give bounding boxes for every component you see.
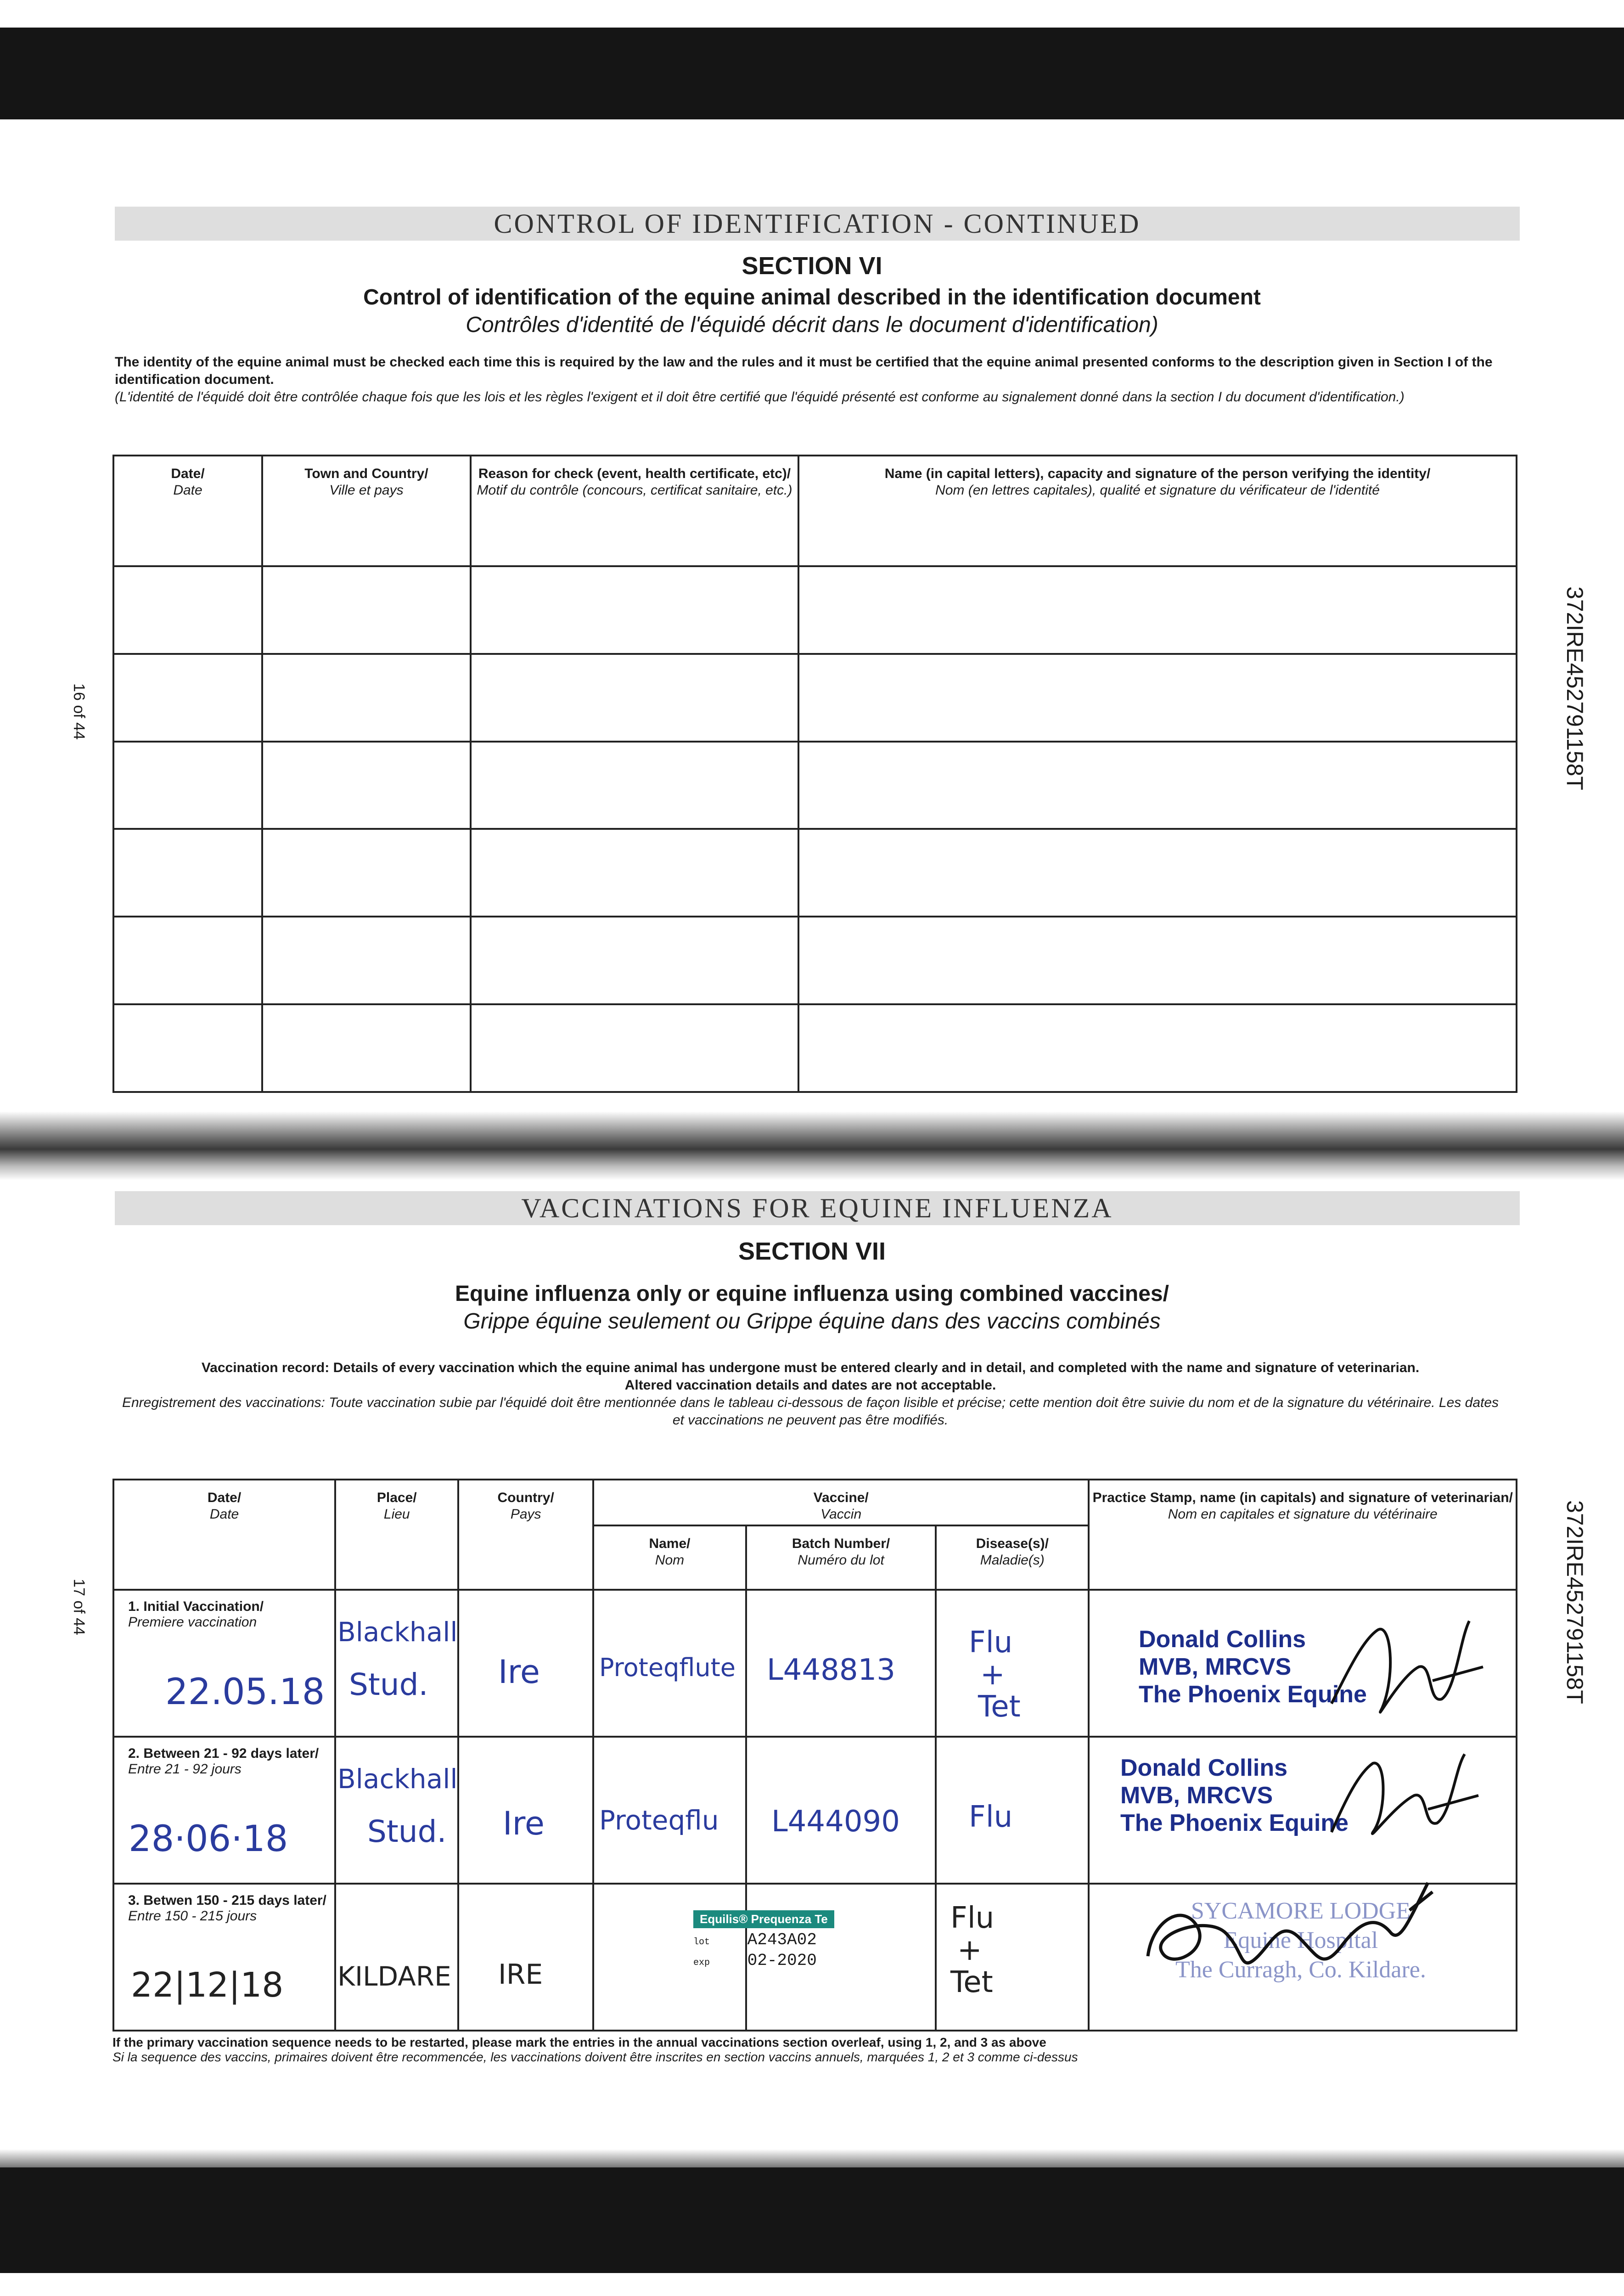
vcol-vaccine-en: Vaccine/ bbox=[813, 1490, 869, 1505]
scan-bottom-shadow bbox=[0, 2149, 1624, 2167]
vcol-date-fr: Date bbox=[209, 1507, 239, 1522]
row2-stamp-name: Donald Collins bbox=[1120, 1755, 1287, 1781]
section6-heading-en: Control of identification of the equine animal described in the identification document bbox=[363, 285, 1261, 310]
section6-banner-text: CONTROL OF IDENTIFICATION - CONTINUED bbox=[494, 208, 1141, 239]
row2-signature bbox=[1322, 1745, 1488, 1846]
vcol-disease bbox=[936, 1525, 1089, 1590]
table-row bbox=[113, 1004, 1517, 1092]
col-reason bbox=[471, 456, 798, 566]
col-town bbox=[262, 456, 471, 566]
vcol-country-en: Country/ bbox=[497, 1490, 554, 1505]
row1-vaccine-name: Proteqflute bbox=[599, 1653, 736, 1682]
vcol-stamp bbox=[1089, 1480, 1517, 1590]
table-row bbox=[113, 566, 1517, 654]
vcol-place bbox=[335, 1480, 458, 1590]
vcol-batch-en: Batch Number/ bbox=[792, 1536, 890, 1551]
row1-place-line1: Blackhall bbox=[337, 1616, 458, 1648]
col-verifier bbox=[798, 456, 1517, 566]
sticker-exp-label: exp bbox=[693, 1958, 710, 1968]
col-date bbox=[113, 456, 262, 566]
vcol-batch bbox=[746, 1525, 936, 1590]
section7-banner-text: VACCINATIONS FOR EQUINE INFLUENZA bbox=[521, 1193, 1113, 1223]
vaccine-sticker-brand: Equilis® Prequenza Te bbox=[693, 1910, 834, 1928]
section7-title: SECTION VII bbox=[738, 1238, 886, 1265]
section6-note-fr: (L'identité de l'équidé doit être contrôlée chaque fois que les lois et les règles l'exigent et il doit être certifié que l'équidé présenté est conforme au signalement donné dans la section I du document d'identification.) bbox=[115, 389, 1405, 405]
row2-label-en: 2. Between 21 - 92 days later/ bbox=[128, 1746, 319, 1761]
vcol-name-en: Name/ bbox=[649, 1536, 691, 1551]
row2-label-fr: Entre 21 - 92 jours bbox=[128, 1761, 242, 1777]
table-row bbox=[113, 742, 1517, 829]
row3-stamp-line1: SYCAMORE LODGE bbox=[1191, 1898, 1410, 1924]
section7-heading-fr: Grippe équine seulement ou Grippe équine dans des vaccins combinés bbox=[463, 1309, 1161, 1334]
table-row bbox=[113, 829, 1517, 917]
vcol-date-en: Date/ bbox=[207, 1490, 242, 1505]
row3-label-fr: Entre 150 - 215 jours bbox=[128, 1908, 257, 1924]
row1-stamp-quals: MVB, MRCVS bbox=[1139, 1654, 1292, 1680]
section6-title: SECTION VI bbox=[742, 252, 882, 280]
vcol-name bbox=[593, 1525, 746, 1590]
row1-disease-3: Tet bbox=[978, 1690, 1021, 1724]
col-verifier-fr: Nom (en lettres capitales), qualité et signature du vérificateur de l'identité bbox=[935, 483, 1380, 498]
row1-label-en: 1. Initial Vaccination/ bbox=[128, 1599, 264, 1614]
row1-disease-2: + bbox=[980, 1658, 1005, 1692]
vcol-place-fr: Lieu bbox=[383, 1507, 410, 1522]
section6-banner bbox=[115, 207, 1520, 241]
table-row bbox=[113, 917, 1517, 1004]
row1-stamp-name: Donald Collins bbox=[1139, 1626, 1306, 1653]
section7-banner bbox=[115, 1191, 1520, 1225]
footnote bbox=[112, 2035, 1517, 2065]
vcol-vaccine bbox=[593, 1480, 1089, 1525]
row2-stamp-quals: MVB, MRCVS bbox=[1120, 1782, 1273, 1809]
row1-stamp-practice: The Phoenix Equine bbox=[1139, 1681, 1367, 1708]
row3-date: 22|12|18 bbox=[131, 1965, 284, 2005]
section7-note-fr: Enregistrement des vaccinations: Toute vaccination subie par l'équidé doit être mentionnée dans le tableau ci-dessous de façon lisible et précise; cette mention doit être suivie du nom et de la signature du vétérinaire. Les dates et vaccinations ne peuvent pas être modifiés. bbox=[122, 1395, 1499, 1428]
row3-stamp-line2: Equine Hospital bbox=[1223, 1927, 1378, 1953]
vaccine-sticker bbox=[693, 1931, 817, 1972]
row3-signature bbox=[1134, 1864, 1455, 2002]
vcol-disease-fr: Maladie(s) bbox=[980, 1553, 1045, 1568]
section6-note-en: The identity of the equine animal must be checked each time this is required by the law and the rules and it must be certified that the equine animal presented conforms to the description given in Section I of the identification document. bbox=[115, 355, 1493, 387]
section7-note-en2: Altered vaccination details and dates are not acceptable. bbox=[624, 1378, 996, 1393]
row3-country: IRE bbox=[498, 1958, 543, 1991]
row2-date: 28·06·18 bbox=[129, 1818, 288, 1860]
row2-place-line1: Blackhall bbox=[337, 1763, 458, 1795]
row1-label-fr: Premiere vaccination bbox=[128, 1615, 257, 1630]
vcol-disease-en: Disease(s)/ bbox=[976, 1536, 1049, 1551]
row3-disease-3: Tet bbox=[950, 1965, 993, 1999]
col-date-en: Date/ bbox=[171, 466, 205, 481]
section7-note-en: Details of every vaccination which the equine animal has undergone must be entered clearly and in detail, and completed with the name and signature of veterinarian. bbox=[333, 1360, 1420, 1375]
row3-disease-2: + bbox=[957, 1933, 982, 1967]
section7-heading-en: Equine influenza only or equine influenza using combined vaccines/ bbox=[455, 1282, 1169, 1306]
row2-batch: L444090 bbox=[771, 1805, 900, 1839]
footnote-fr: Si la sequence des vaccins, primaires doivent être recommencée, les vaccinations doivent être inscrites en section vaccins annuels, marquées 1, 2 et 3 comme ci-dessus bbox=[112, 2050, 1078, 2064]
section6-page-number: 16 of 44 bbox=[70, 683, 88, 740]
row3-disease-1: Flu bbox=[950, 1901, 995, 1935]
row3-label-en: 3. Betwen 150 - 215 days later/ bbox=[128, 1893, 326, 1908]
row2-country: Ire bbox=[503, 1805, 545, 1842]
col-town-en: Town and Country/ bbox=[304, 466, 428, 481]
row1-signature bbox=[1322, 1612, 1488, 1731]
section6-side-id: 372IRE452791158T bbox=[1562, 586, 1588, 790]
col-reason-fr: Motif du contrôle (concours, certificat sanitaire, etc.) bbox=[477, 483, 792, 498]
sticker-lot-label: lot bbox=[693, 1937, 710, 1947]
section7-page-number: 17 of 44 bbox=[70, 1579, 88, 1635]
row2-place-line2: Stud. bbox=[367, 1814, 447, 1849]
section7-note bbox=[119, 1359, 1501, 1429]
col-verifier-en: Name (in capital letters), capacity and signature of the person verifying the identity/ bbox=[884, 466, 1431, 481]
row1-country: Ire bbox=[498, 1653, 540, 1691]
vcol-stamp-fr: Nom en capitales et signature du vétérinaire bbox=[1168, 1507, 1438, 1522]
section7-side-id: 372IRE452791158T bbox=[1562, 1500, 1588, 1704]
section6-heading-fr: Contrôles d'identité de l'équidé décrit dans le document d'identification) bbox=[466, 313, 1158, 337]
row1-batch: L448813 bbox=[767, 1653, 895, 1687]
vcol-country bbox=[458, 1480, 593, 1590]
row2-disease-1: Flu bbox=[969, 1800, 1013, 1834]
table-row bbox=[113, 654, 1517, 742]
sticker-lot: A243A02 bbox=[747, 1930, 817, 1949]
col-reason-en: Reason for check (event, health certificate, etc)/ bbox=[478, 466, 791, 481]
row3-place: KILDARE bbox=[337, 1961, 451, 1992]
col-town-fr: Ville et pays bbox=[329, 483, 404, 498]
vcol-date bbox=[113, 1480, 335, 1590]
section6-note bbox=[115, 354, 1497, 406]
vcol-name-fr: Nom bbox=[655, 1553, 685, 1568]
identity-check-table bbox=[112, 455, 1517, 1093]
vcol-stamp-en: Practice Stamp, name (in capitals) and signature of veterinarian/ bbox=[1092, 1490, 1513, 1505]
scan-bottom-border bbox=[0, 2167, 1624, 2273]
scan-top-border bbox=[0, 28, 1624, 119]
row1-place-line2: Stud. bbox=[349, 1667, 428, 1702]
page-fold-shadow bbox=[0, 1111, 1624, 1180]
vcol-place-en: Place/ bbox=[376, 1490, 417, 1505]
row2-vaccine-name: Proteqflu bbox=[599, 1805, 719, 1836]
col-date-fr: Date bbox=[173, 483, 202, 498]
vcol-vaccine-fr: Vaccin bbox=[820, 1507, 862, 1522]
row1-date: 22.05.18 bbox=[165, 1671, 325, 1713]
footnote-en: If the primary vaccination sequence needs to be restarted, please mark the entries in the annual vaccinations section overleaf, using 1, 2, and 3 as above bbox=[112, 2035, 1046, 2049]
row3-stamp-line3: The Curragh, Co. Kildare. bbox=[1175, 1957, 1426, 1983]
sticker-exp: 02-2020 bbox=[747, 1951, 817, 1970]
vcol-country-fr: Pays bbox=[510, 1507, 541, 1522]
row2-stamp-practice: The Phoenix Equine bbox=[1120, 1810, 1349, 1836]
vcol-batch-fr: Numéro du lot bbox=[798, 1553, 884, 1568]
section7-note-label: Vaccination record: bbox=[201, 1360, 330, 1375]
row1-disease-1: Flu bbox=[969, 1626, 1013, 1660]
row2-vet-stamp bbox=[1120, 1754, 1349, 1837]
